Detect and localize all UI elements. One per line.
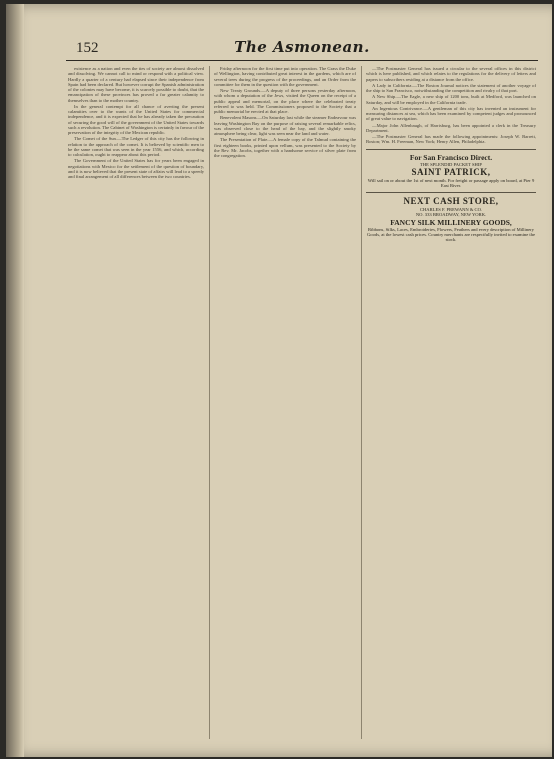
advertisement bbox=[366, 149, 536, 243]
article-paragraph: —The Postmaster General has made the following appointments: Joseph W. Barrett, Boston; Wm. H. Freeman, New York; Henry Allen, Philadelphia. bbox=[366, 134, 536, 145]
article-paragraph: The Comet of the Sun.—The Ledger of this city has the following in relation to the approach of the comet. It is believed by scientific men to be the same comet that was seen in the year 1556, and which, according to calculation, ought to reappear about this period. bbox=[68, 136, 204, 157]
advert-divider bbox=[366, 149, 536, 150]
article-paragraph: —The Postmaster General has issued a circular to the several offices in this district which is here published, and which relates to the regulations for the delivery of letters and papers to subscribers residing at a distance from the office. bbox=[366, 66, 536, 82]
article-paragraph: The Presentation of Plate.—A female copy of the Talmud containing the first eighteen books, printed upon vellum, was presented to the Society by the Rev. Mr. Jacobs, together with a handsome service of silver plate from the congregation. bbox=[214, 137, 356, 158]
advert-subheading: THE SPLENDID PACKET SHIP bbox=[420, 161, 482, 167]
advert-description: Ribbons, Silks, Laces, Embroideries, Flowers, Feathers and every description of Millinery Goods, at the lowest cash prices. Country merchants are respectfully invited to examine the stock. bbox=[366, 226, 535, 243]
article-paragraph: A New Ship.—The Eagle, a new ship of 1200 tons, built at Medford, was launched on Saturday, and will be employed in the California trade. bbox=[366, 94, 536, 105]
page-number: 152 bbox=[76, 40, 99, 56]
article-paragraph: Benevolent Masons.—On Saturday last while the steamer Endeavour was leaving Washington Bay on the purpose of raising several remarkable relics, was observed close to the head of the bay, and the slightly smoky atmosphere being clear, light was seen near the land and water. bbox=[214, 115, 356, 136]
article-paragraph: New Treaty Grounds.—A deputy of three persons yesterday afternoon, with whom a deputation of the Jews, visited the Queen on the receipt of a public appeal and memorial, on the place where the celebrated treaty referred to was held. The Commissioners proposed to the Society that a public memorial be erected at that place. bbox=[214, 88, 356, 114]
masthead-title: The Asmonean. bbox=[234, 38, 370, 56]
page-gutter bbox=[6, 4, 24, 757]
page-header bbox=[66, 38, 538, 61]
column-1 bbox=[68, 66, 204, 739]
article-paragraph: In the general contempt for all chance of averting the present calamities over to the wants of the United States for commercial independence, and it is expected that he has already taken the precaution of securing the good will of the government of the United States towards such a revolution. The Cabinet of Washington is certainly in favour of the preservation of the integrity of the Mexican republic. bbox=[68, 103, 204, 135]
advert-store-name: NEXT CASH STORE, bbox=[403, 195, 499, 206]
article-paragraph: The Government of the United States has for years been engaged in negotiations with Mexico for the settlement of the question of boundary, and it is now believed that the present state of affairs will lead to a speedy and final arrangement of all differences between the two countries. bbox=[68, 158, 204, 179]
newspaper-page bbox=[6, 4, 552, 757]
article-paragraph: Friday afternoon for the first time put into operation. The Grass the Duke of Wellington, having contributed great interest in the gardens, which are of several trees during the progress of the proceedings, and an Order from the committee for them in the question with the government. bbox=[214, 66, 356, 87]
article-paragraph: A Lady in California.—The Boston Journal notices the statement of another voyage of the ship to San Francisco, notwithstanding the competition and rivalry of that port. bbox=[366, 82, 536, 93]
advert-proprietor: CHARLES F. PREWANN & CO. bbox=[419, 206, 483, 212]
advert-heading: For San Francisco Direct. bbox=[409, 152, 493, 162]
advert-address: NO. 333 BROADWAY, NEW YORK. bbox=[415, 212, 487, 218]
advert-ship-name: SAINT PATRICK, bbox=[411, 166, 491, 177]
column-2 bbox=[214, 66, 356, 739]
article-paragraph: existence as a nation and even the ties of society are almost dissolved and dissolving. We cannot call to mind or respond with a political view. Hardly a quarter of a century had elapsed since their independence from Spain had been declared. But however corrupt the Spanish administration of the colonies may have become, it is scarcely possible to doubt, that the emancipation of these provinces has proved a far greater calamity to themselves than to the mother country. bbox=[68, 66, 204, 103]
column-divider bbox=[361, 66, 362, 739]
advert-divider bbox=[366, 192, 536, 193]
column-3 bbox=[366, 66, 536, 739]
article-paragraph: —Major John Allenbaugh, of Harrisburg, has been appointed a clerk in the Treasury Department. bbox=[366, 122, 536, 133]
advert-details: Will sail on or about the 1st of next month. For freight or passage apply on board, at Pier 9 East River. bbox=[367, 177, 535, 189]
column-divider bbox=[209, 66, 210, 739]
advert-goods: FANCY SILK MILLINERY GOODS, bbox=[390, 217, 512, 227]
article-paragraph: An Ingenious Contrivance.—A gentleman of this city has invented an instrument for measuring distances at sea, which has been examined by competent judges and pronounced of great value to navigation. bbox=[366, 105, 536, 122]
